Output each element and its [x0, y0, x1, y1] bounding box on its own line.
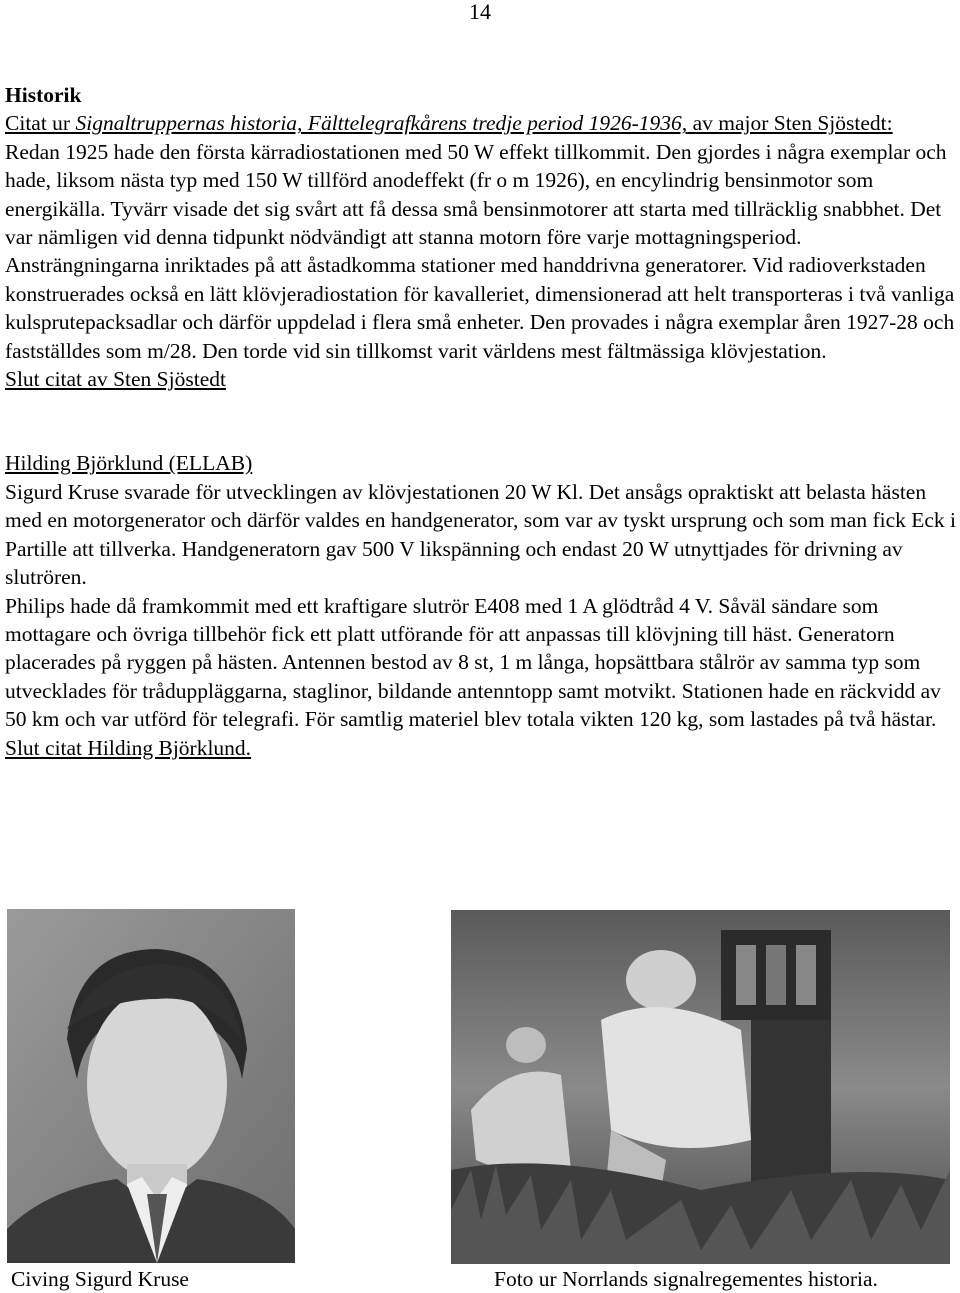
end-quote-sjostedt: Slut citat av Sten Sjöstedt [5, 367, 226, 392]
caption-portrait: Civing Sigurd Kruse [11, 1267, 189, 1291]
paragraph: Redan 1925 hade den första kärradiostationen med 50 W effekt tillkommit. Den gjordes i några exemplar och hade, liksom nästa typ med 150 W tillförd anodeffekt (fr o m 1926), en encylindrig bensinmotor som energikälla. Tyvärr visade det sig svårt att få dessa små bensinmotorer att starta med tillräcklig snabbhet. Det var nämligen vid denna tidpunkt nödvändigt att stanna motorn före varje mottagningsperiod. [5, 139, 947, 250]
page-number: 14 [469, 0, 491, 24]
caption-photo: Foto ur Norrlands signalregementes historia. [494, 1267, 878, 1291]
section-spacer [5, 393, 959, 449]
end-quote-bjorklund: Slut citat Hilding Björklund. [5, 735, 252, 760]
citation-prefix: Citat ur [5, 111, 76, 136]
citation-line [5, 109, 959, 137]
paragraph: Ansträngningarna inriktades på att åstadkomma stationer med handdrivna generatorer. Vid radioverkstaden konstruerades också en lätt klövjeradiostation för kavalleriet, dimensionerad att helt transporteras i två vanliga kulsprutepacksadlar och därför uppdelad i flera små enheter. Den provades i några exemplar åren 1927-28 och fastställdes som m/28. Den torde vid sin tillkomst varit världens mest fältmässiga klövjestation. [5, 253, 955, 363]
citation-suffix: av major Sten Sjöstedt: [687, 111, 893, 136]
citation-title: Signaltruppernas historia, Fälttelegrafkårens tredje period 1926-1936, [75, 111, 688, 136]
section-heading-bjorklund: Hilding Björklund (ELLAB) [5, 451, 253, 476]
document-body [5, 81, 959, 762]
paragraph: Philips hade då framkommit med ett kraftigare slutrör E408 med 1 A glödtråd 4 V. Såväl sändare som mottagare och övriga tillbehör fick ett platt utförande för att anpassas till klövjning till häst. Generatorn placerades på ryggen på hästen. Antennen bestod av 8 st, 1 m långa, hopsättbara stålrör av samma typ som utvecklades för tråduppläggarna, staglinor, bildande antenntopp samt motvikt. Stationen hade en räckvidd av 50 km och var utförd för telegrafi. För samtlig materiel blev totala vikten 120 kg, som lastades på två hästar. [5, 593, 941, 732]
paragraph: Sigurd Kruse svarade för utvecklingen av klövjestationen 20 W Kl. Det ansågs opraktiskt att belasta hästen med en motorgenerator och därför valdes en handgenerator, som var av tyskt ursprung och som man fick Eck i Partille att tillverka. Handgeneratorn gav 500 V likspänning och endast 20 W utnyttjades för drivning av slutrören. [5, 479, 957, 590]
portrait-photo [7, 909, 295, 1263]
field-radio-photo [451, 910, 950, 1264]
section-heading-historik: Historik [5, 83, 82, 107]
